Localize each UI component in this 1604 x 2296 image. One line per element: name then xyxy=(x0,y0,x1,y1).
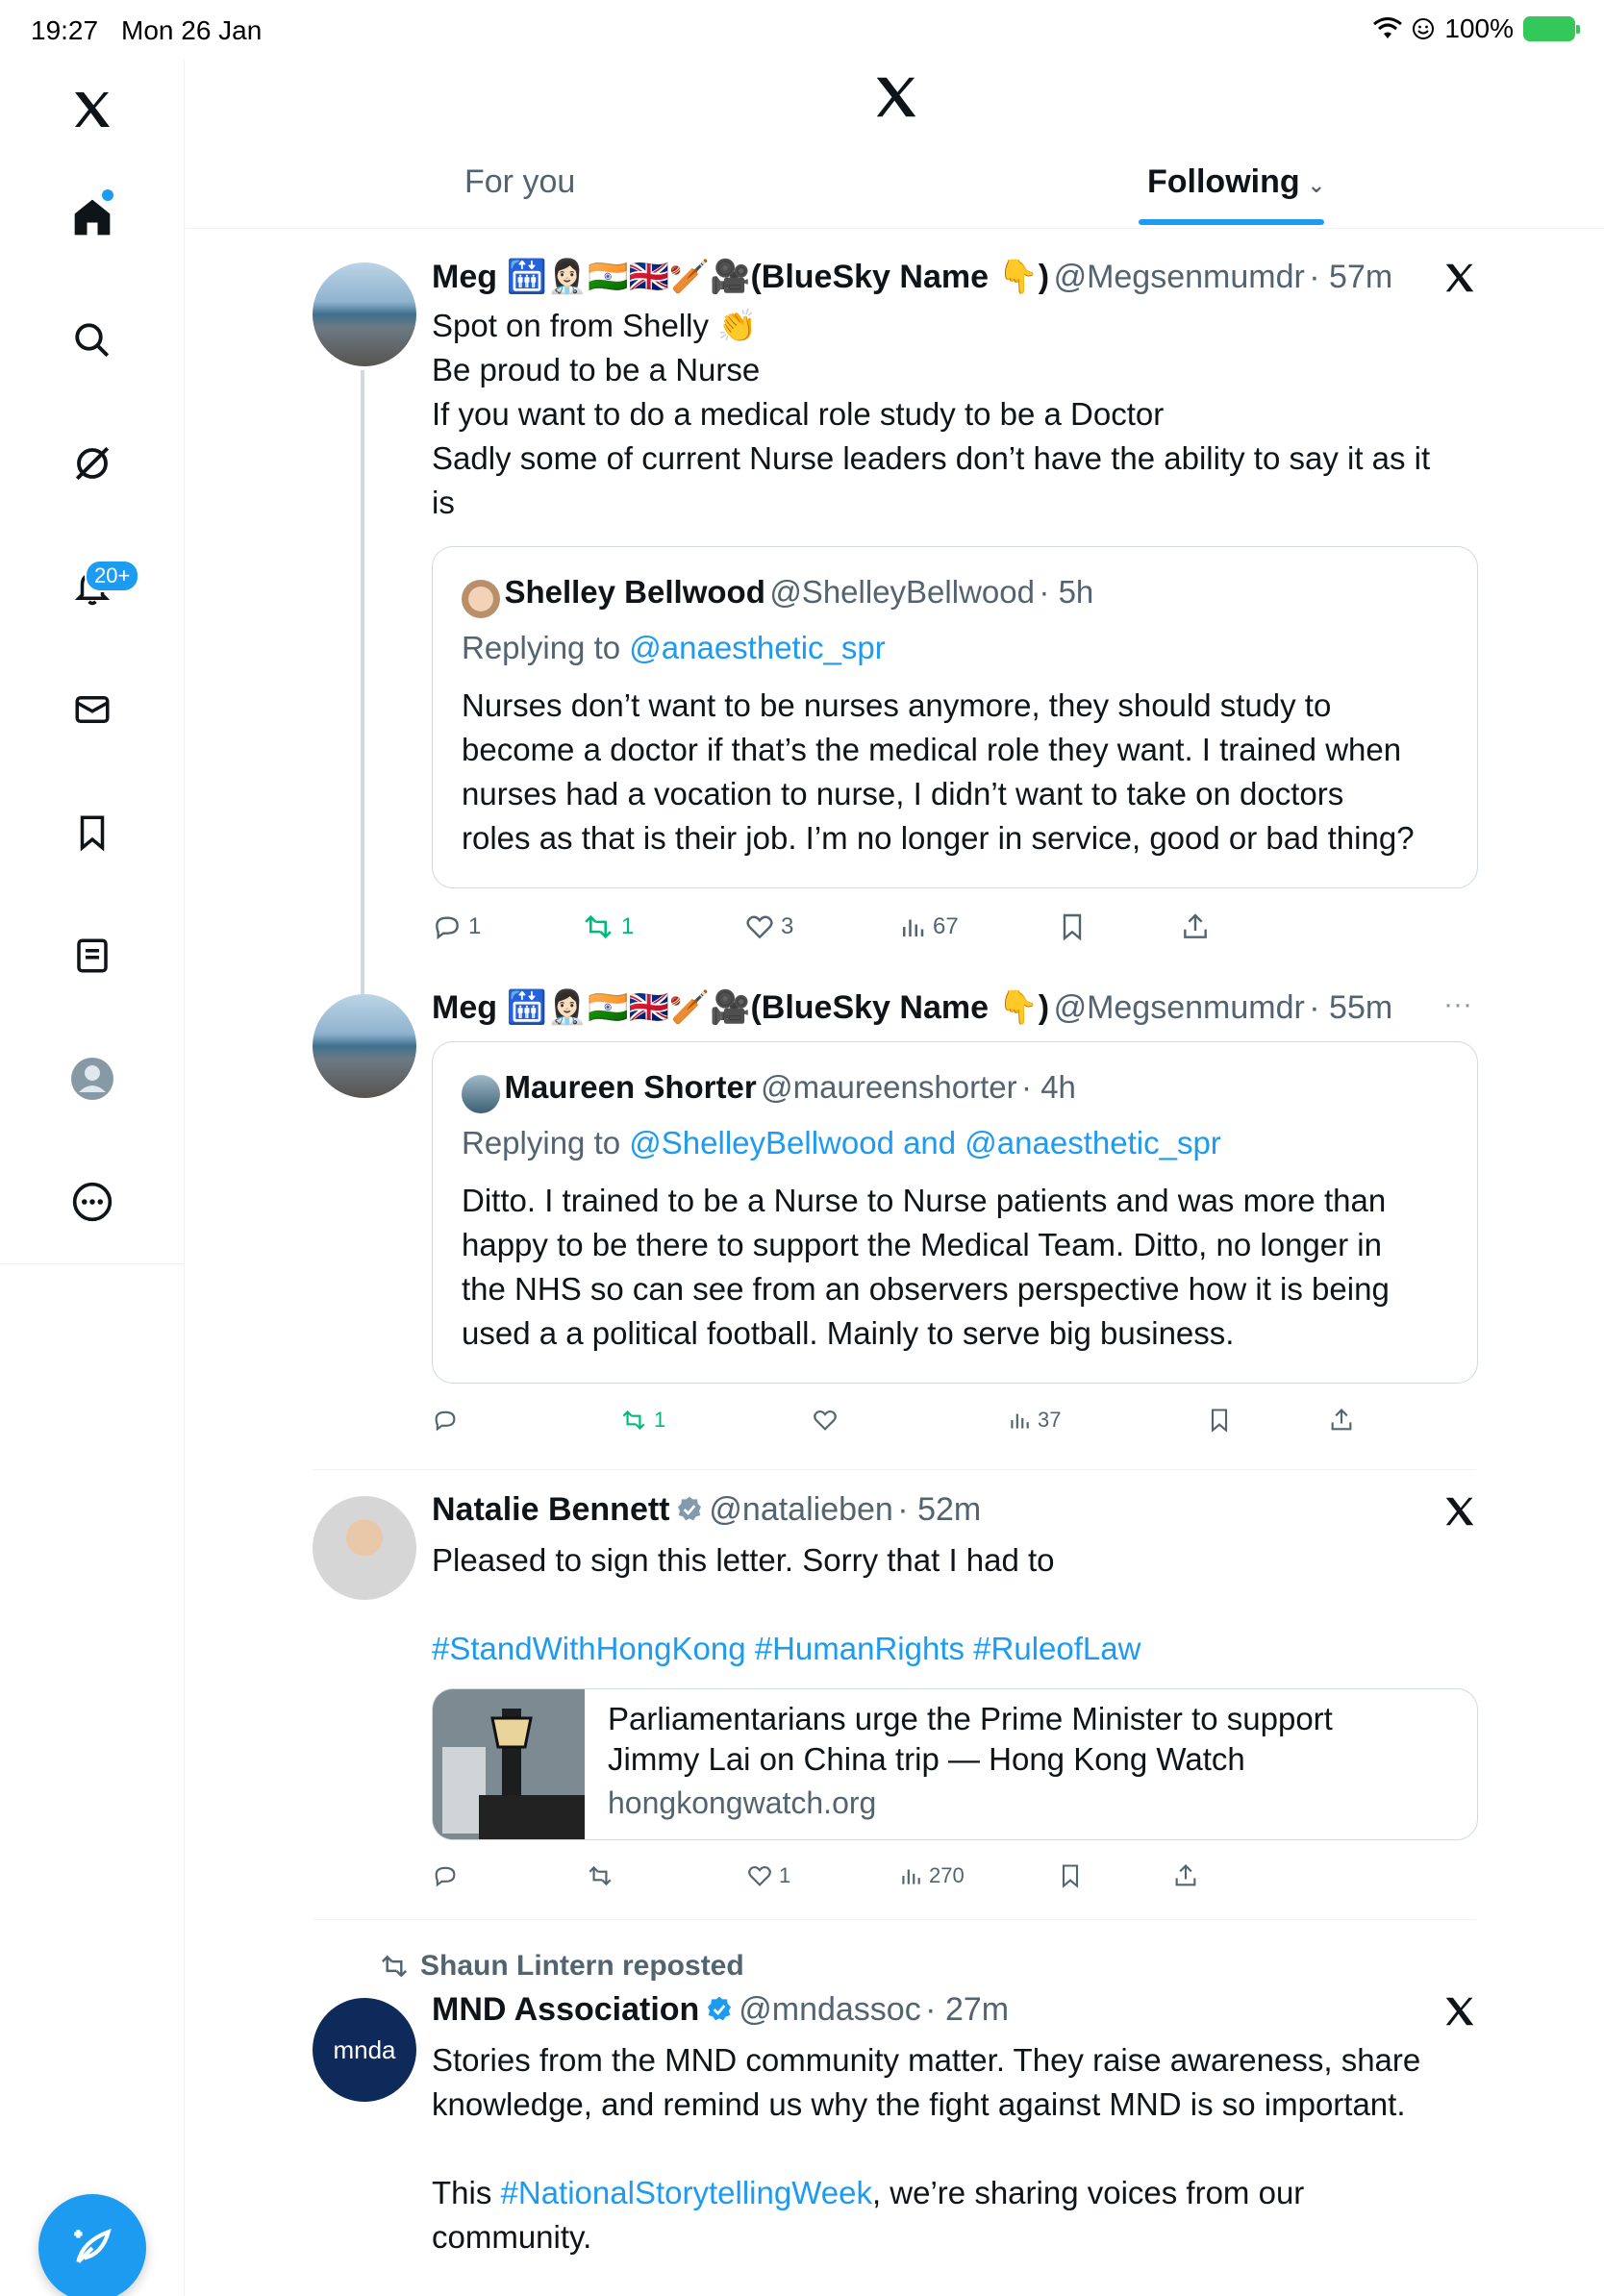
quoted-author-name: Maureen Shorter xyxy=(504,1069,757,1105)
quoted-time: · 4h xyxy=(1021,1069,1076,1105)
post-time[interactable]: · 55m xyxy=(1309,989,1393,1026)
share-button[interactable] xyxy=(1180,911,1211,942)
quoted-author-handle: @maureenshorter xyxy=(761,1069,1017,1105)
post-text-line: Spot on from Shelly 👏 xyxy=(432,308,758,343)
sidebar-divider xyxy=(0,1263,185,1264)
quoted-text-line: happy to be there to support the Medical Team. Ditto, no longer in xyxy=(462,1227,1382,1262)
more-icon[interactable]: ··· xyxy=(1443,988,1472,1020)
post-time[interactable]: · 57m xyxy=(1309,259,1393,295)
grok-x-icon[interactable] xyxy=(1441,1993,1478,2034)
post-hashtags[interactable]: #StandWithHongKong #HumanRights #RuleofLaw xyxy=(432,1631,1141,1666)
quoted-time: · 5h xyxy=(1039,574,1094,610)
more-options-icon[interactable] xyxy=(63,1173,121,1231)
tab-following[interactable] xyxy=(1147,163,1325,201)
quoted-avatar xyxy=(462,580,500,618)
post-author-handle[interactable]: @Megsenmumdr xyxy=(1053,989,1305,1026)
grok-x-icon[interactable] xyxy=(1441,1493,1478,1535)
bookmark-button[interactable] xyxy=(1206,1407,1233,1434)
post-text-segment: , we’re sharing voices from our xyxy=(871,2175,1305,2210)
reply-button[interactable] xyxy=(432,1862,459,1889)
post-header xyxy=(432,258,1490,296)
link-card-thumbnail xyxy=(433,1689,585,1840)
bookmark-icon xyxy=(1057,911,1088,942)
share-icon xyxy=(1172,1862,1199,1889)
quoted-replying-to xyxy=(462,630,886,666)
notifications-badge: 20+ xyxy=(85,560,139,592)
x-logo-icon[interactable] xyxy=(63,81,121,138)
quoted-text-line: roles as that is their job. I’m no longer in service, good or bad thing? xyxy=(462,820,1415,856)
quoted-post[interactable] xyxy=(432,546,1478,888)
post-actions xyxy=(432,908,1490,946)
post-actions xyxy=(432,1404,1490,1436)
post-avatar-meg[interactable] xyxy=(313,994,416,1098)
share-button[interactable] xyxy=(1328,1407,1355,1434)
like-button[interactable] xyxy=(812,1407,839,1434)
battery-icon xyxy=(1523,16,1575,41)
reply-icon xyxy=(432,911,463,942)
quoted-text-line: nurses had a vocation to nurse, I didn’t want to take on doctors xyxy=(462,776,1344,811)
thread-connector-line xyxy=(361,370,364,1001)
verified-badge-icon xyxy=(674,1494,705,1525)
repost-button[interactable] xyxy=(619,1407,665,1434)
post-header xyxy=(432,988,1490,1027)
quoted-text xyxy=(462,684,1462,861)
repost-icon xyxy=(586,1862,614,1889)
post-text-line xyxy=(432,2171,1538,2215)
post-time[interactable]: · 27m xyxy=(925,1991,1010,2028)
profile-avatar-icon[interactable] xyxy=(63,1050,121,1108)
quoted-avatar xyxy=(462,1075,500,1113)
link-card-title-line: Jimmy Lai on China trip — Hong Kong Watch xyxy=(608,1741,1245,1777)
post-text-segment: This xyxy=(432,2175,501,2210)
search-icon[interactable] xyxy=(63,312,121,369)
post-avatar-natalie[interactable] xyxy=(313,1496,416,1600)
quoted-replying-to xyxy=(462,1125,1221,1161)
reply-count: 1 xyxy=(468,913,482,939)
verified-badge-icon xyxy=(704,1994,735,2025)
repost-button[interactable] xyxy=(581,911,634,942)
hashtag-link[interactable]: #NationalStorytellingWeek xyxy=(500,2175,872,2210)
tab-following-label: Following xyxy=(1147,163,1300,200)
post-author-name[interactable]: Meg 🛗👩🏻‍⚕️🇮🇳🇬🇧🏏🎥(BlueSky Name 👇) xyxy=(432,989,1050,1026)
bookmark-icon xyxy=(1206,1407,1233,1434)
link-card-title xyxy=(608,1699,1333,1780)
repost-indicator-icon xyxy=(378,1952,411,1981)
post-body: Pleased to sign this letter. Sorry that I had to xyxy=(432,1542,1055,1578)
quoted-author-name: Shelley Bellwood xyxy=(504,574,765,610)
post-header xyxy=(432,1491,1490,1529)
sidebar xyxy=(0,60,185,2296)
post-text-line: community. xyxy=(432,2219,592,2255)
post-text-line: If you want to do a medical role study to be a Doctor xyxy=(432,396,1165,432)
compose-feather-icon xyxy=(68,2224,116,2272)
like-button[interactable] xyxy=(746,1862,790,1889)
post-author-handle[interactable]: @natalieben xyxy=(709,1491,893,1528)
post-blank-line xyxy=(432,2127,1538,2171)
like-button[interactable] xyxy=(744,911,793,942)
reply-icon xyxy=(432,1862,459,1889)
views-icon xyxy=(1007,1408,1032,1433)
repost-icon xyxy=(619,1407,648,1434)
quoted-text-line: Nurses don’t want to be nurses anymore, they should study to xyxy=(462,687,1332,723)
status-date: Mon 26 Jan xyxy=(121,15,263,45)
views-button[interactable] xyxy=(1007,1408,1061,1433)
post-avatar-meg[interactable] xyxy=(313,262,416,366)
bookmark-button[interactable] xyxy=(1057,1862,1084,1889)
post-separator xyxy=(313,1469,1476,1470)
reply-icon xyxy=(432,1407,459,1434)
repost-button[interactable] xyxy=(586,1862,614,1889)
repost-count: 1 xyxy=(621,913,635,939)
x-header-logo-icon xyxy=(870,71,922,128)
share-button[interactable] xyxy=(1172,1862,1199,1889)
share-icon xyxy=(1180,911,1211,942)
link-card-title-line: Parliamentarians urge the Prime Minister to support xyxy=(608,1701,1333,1736)
post-text-line: Sadly some of current Nurse leaders don’t have the ability to say it as it xyxy=(432,440,1431,476)
post-body xyxy=(432,304,1490,525)
replying-to-prefix: Replying to xyxy=(462,630,630,665)
reply-button[interactable] xyxy=(432,911,481,942)
timeline-feed xyxy=(186,229,1604,2296)
lists-icon[interactable] xyxy=(63,927,121,985)
grok-icon[interactable] xyxy=(63,435,121,492)
wifi-icon xyxy=(1373,17,1402,40)
post-header xyxy=(432,1991,1490,2029)
views-button[interactable] xyxy=(898,1863,965,1888)
views-icon xyxy=(898,912,927,941)
share-icon xyxy=(1328,1407,1355,1434)
quoted-text-line: become a doctor if that’s the medical role they want. I trained when xyxy=(462,732,1402,767)
timeline-header xyxy=(186,60,1604,229)
quoted-text-line: the NHS so can see from an observers perspective how it is being xyxy=(462,1271,1390,1307)
status-right xyxy=(1373,13,1575,44)
battery-percent: 100% xyxy=(1444,13,1514,43)
post-author-name[interactable]: MND Association xyxy=(432,1991,700,2028)
like-count: 1 xyxy=(779,1863,791,1887)
mnd-logo: mnda xyxy=(313,1998,416,2102)
post-author-handle[interactable]: @Megsenmumdr xyxy=(1053,259,1305,295)
replying-to-handle[interactable]: @anaesthetic_spr xyxy=(629,630,886,665)
compose-post-button[interactable] xyxy=(38,2194,146,2296)
views-button[interactable] xyxy=(898,912,959,941)
reply-button[interactable] xyxy=(432,1407,459,1434)
post-author-handle[interactable]: @mndassoc xyxy=(739,1991,921,2028)
quoted-text-line: Ditto. I trained to be a Nurse to Nurse patients and was more than xyxy=(462,1183,1387,1218)
post-text-line: knowledge, and remind us why the fight against MND is so important. xyxy=(432,2086,1406,2122)
quoted-post-header xyxy=(462,574,1093,618)
quoted-post-header xyxy=(462,1069,1076,1113)
repost-count: 1 xyxy=(654,1408,666,1432)
status-time: 19:27 xyxy=(31,15,99,45)
post-author-name[interactable]: Meg 🛗👩🏻‍⚕️🇮🇳🇬🇧🏏🎥(BlueSky Name 👇) xyxy=(432,259,1050,295)
grok-x-icon[interactable] xyxy=(1441,260,1478,301)
replying-to-prefix: Replying to xyxy=(462,1125,630,1160)
heart-icon xyxy=(746,1862,773,1889)
link-preview-card[interactable] xyxy=(432,1688,1478,1840)
bookmark-button[interactable] xyxy=(1057,911,1088,942)
post-author-name[interactable]: Natalie Bennett xyxy=(432,1491,670,1528)
like-count: 3 xyxy=(781,913,794,939)
status-bar xyxy=(0,0,1604,60)
views-count: 67 xyxy=(933,913,959,939)
home-unread-dot xyxy=(102,189,113,201)
link-card-domain: hongkongwatch.org xyxy=(608,1785,877,1820)
tab-active-underline xyxy=(1139,219,1324,225)
post-text-line: Stories from the MND community matter. They raise awareness, share xyxy=(432,2042,1421,2078)
quoted-text xyxy=(462,1179,1462,1356)
post-text-line: is xyxy=(432,485,455,520)
repost-icon xyxy=(581,911,615,942)
heart-icon xyxy=(812,1407,839,1434)
messages-icon[interactable] xyxy=(63,681,121,738)
quoted-post[interactable] xyxy=(432,1041,1478,1384)
views-count: 37 xyxy=(1038,1408,1062,1432)
bookmarks-icon[interactable] xyxy=(63,804,121,861)
post-separator xyxy=(313,1919,1476,1920)
post-time[interactable]: · 52m xyxy=(897,1491,982,1528)
quoted-author-handle: @ShelleyBellwood xyxy=(769,574,1035,610)
post-body xyxy=(432,2038,1538,2259)
post-actions xyxy=(432,1859,1490,1892)
repost-by-label: Shaun Lintern reposted xyxy=(420,1950,744,1982)
replying-to-handles[interactable]: @ShelleyBellwood and @anaesthetic_spr xyxy=(629,1125,1221,1160)
tab-for-you[interactable]: For you xyxy=(464,163,576,200)
quoted-text-line: used a a political football. Mainly to serve big business. xyxy=(462,1315,1235,1351)
repost-context[interactable] xyxy=(378,1950,744,1983)
bookmark-icon xyxy=(1057,1862,1084,1889)
views-icon xyxy=(898,1863,923,1888)
views-count: 270 xyxy=(929,1863,965,1887)
focus-icon xyxy=(1412,17,1435,40)
post-avatar-mnd[interactable] xyxy=(313,1998,416,2102)
post-text-line: Be proud to be a Nurse xyxy=(432,352,761,387)
chevron-down-icon: ⌄ xyxy=(1307,173,1326,197)
heart-icon xyxy=(744,911,775,942)
